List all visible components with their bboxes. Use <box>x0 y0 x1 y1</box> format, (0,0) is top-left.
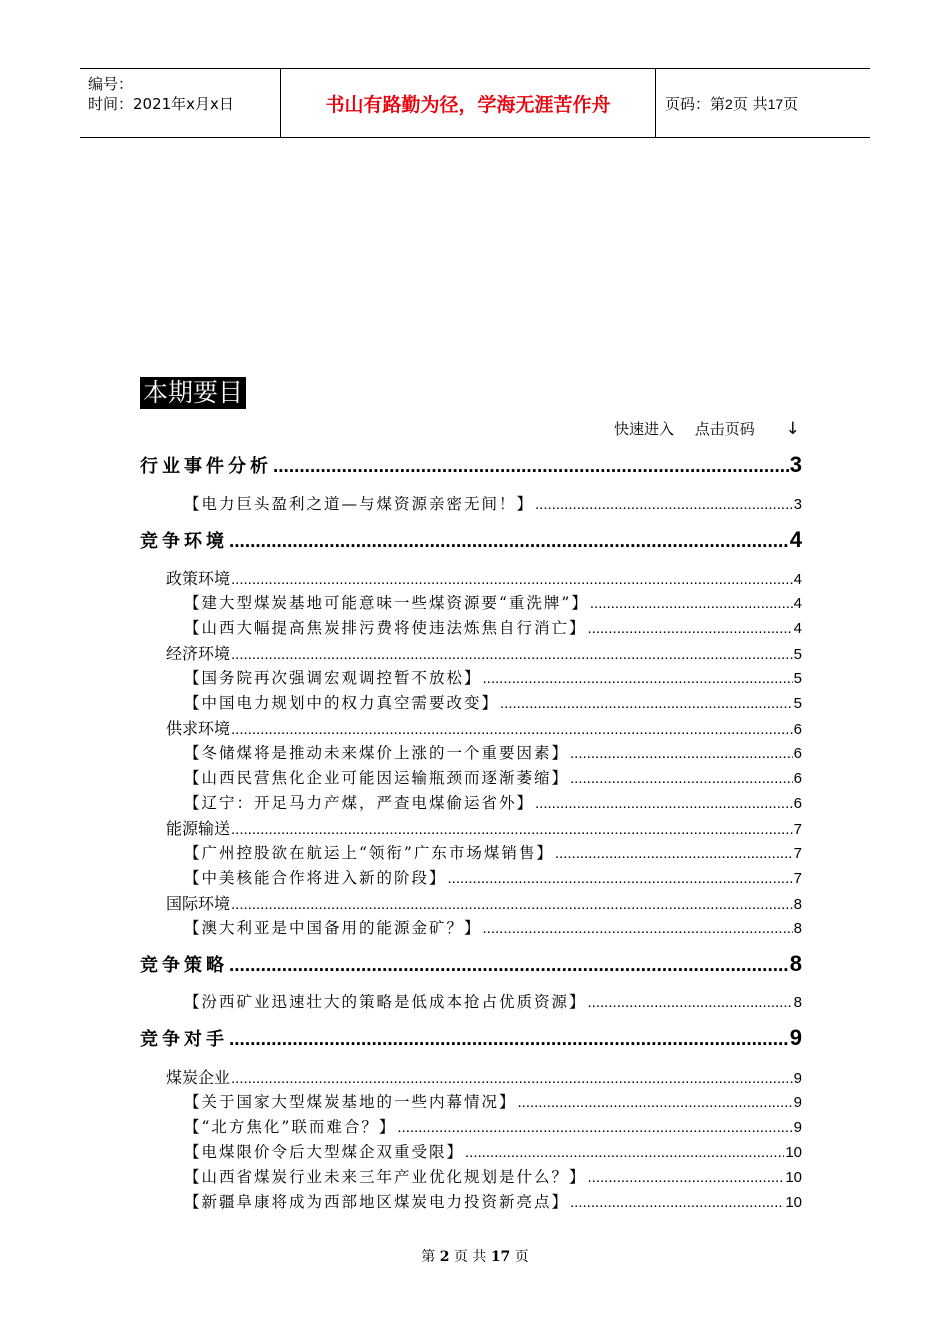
toc-page-number[interactable]: 3 <box>793 496 802 513</box>
toc-page-number[interactable]: 8 <box>793 896 802 913</box>
page-code-label: 页码：第 <box>665 94 726 113</box>
toc-entry-article[interactable]: 【建大型煤炭基地可能意味一些煤资源要“重洗牌”】 ..... 4 <box>184 591 802 613</box>
toc-entry-competitive-strategy[interactable]: 竞争策略 ..... 8 <box>140 951 802 975</box>
toc-entry-article[interactable]: 【冬储煤将是推动未来煤价上涨的一个重要因素】 ..... 6 <box>184 741 802 763</box>
toc-leader-dots <box>535 795 793 812</box>
toc-page-number[interactable]: 3 <box>789 452 802 477</box>
toc-leader-dots <box>231 821 793 838</box>
toc-entry-article[interactable]: 【关于国家大型煤炭基地的一些内幕情况】 ..... 9 <box>184 1090 802 1112</box>
toc-leader-dots <box>590 595 793 612</box>
toc-entry-supply-demand[interactable]: 供求环境 ..... 6 <box>166 716 802 738</box>
toc-page-number[interactable]: 4 <box>789 527 802 552</box>
footer-mid: 页 共 <box>453 1249 487 1265</box>
down-arrow-icon: ↓ <box>785 419 800 439</box>
toc-leader-dots <box>555 845 793 862</box>
toc-entry-article[interactable]: 【辽宁：开足马力产煤，严查电煤偷运省外】 ..... 6 <box>184 791 802 813</box>
hint-click-page: 点击页码 <box>694 420 755 438</box>
toc-entry-article[interactable]: 【山西大幅提高焦炭排污费将使违法炼焦自行消亡】 ..... 4 <box>184 616 802 638</box>
toc-leader-dots <box>465 1144 784 1161</box>
toc-leader-dots <box>570 745 793 762</box>
toc-entry-article[interactable]: 【中美核能合作将进入新的阶段】 ..... 7 <box>184 866 802 888</box>
header-motto: 书山有路勤为径，学海无涯苦作舟 <box>325 93 611 116</box>
toc-page-number[interactable]: 8 <box>793 920 802 937</box>
toc-page-number[interactable]: 5 <box>793 670 802 687</box>
footer-prefix: 第 <box>421 1249 436 1265</box>
toc-page-number[interactable]: 6 <box>793 721 802 738</box>
header-motto-cell <box>280 69 656 137</box>
toc-entry-article[interactable]: 【新疆阜康将成为西部地区煤炭电力投资新亮点】 ..... 10 <box>184 1190 802 1212</box>
toc-page-number[interactable]: 7 <box>793 821 802 838</box>
toc-leader-dots <box>229 955 789 977</box>
toc-leader-dots <box>570 1194 784 1211</box>
toc-entry-energy-transport[interactable]: 能源输送 ..... 7 <box>166 816 802 838</box>
page-code-current: 2 <box>725 95 733 112</box>
toc-leader-dots <box>588 994 793 1011</box>
toc-page-number[interactable]: 8 <box>789 951 802 976</box>
toc-entry-article[interactable]: 【广州控股欲在航运上“领衔”广东市场煤销售】 ..... 7 <box>184 841 802 863</box>
toc-leader-dots <box>483 670 793 687</box>
toc-page-number[interactable]: 10 <box>785 1144 802 1161</box>
toc-page-number[interactable]: 5 <box>793 646 802 663</box>
toc-leader-dots <box>588 1169 785 1186</box>
toc-leader-dots <box>397 1119 792 1136</box>
toc-page-number[interactable]: 9 <box>793 1119 802 1136</box>
page-code-mid: 页 共 <box>732 94 768 113</box>
toc-entry-policy-environment[interactable]: 政策环境 ..... 4 <box>166 566 802 588</box>
toc-page-number[interactable]: 10 <box>785 1169 802 1186</box>
toc-entry-international-environment[interactable]: 国际环境 ..... 8 <box>166 891 802 913</box>
toc-leader-dots <box>535 496 793 513</box>
toc-leader-dots <box>229 531 789 553</box>
toc-entry-industry-events[interactable]: 行业事件分析 ..... 3 <box>140 452 802 476</box>
footer-total: 17 <box>490 1249 511 1265</box>
toc-leader-dots <box>231 721 793 738</box>
toc-page-number[interactable]: 8 <box>793 994 802 1011</box>
toc-page-number[interactable]: 10 <box>785 1194 802 1211</box>
toc-leader-dots <box>231 571 793 588</box>
page-code-total: 17 <box>767 95 784 112</box>
toc-hint <box>614 418 800 439</box>
toc-page-number[interactable]: 6 <box>793 770 802 787</box>
toc-leader-dots <box>483 920 793 937</box>
header-page-cell <box>655 69 870 137</box>
hint-quick-enter: 快速进入 <box>614 420 675 438</box>
toc-page-number[interactable]: 9 <box>793 1094 802 1111</box>
toc-page-number[interactable]: 6 <box>793 795 802 812</box>
document-code-label: 编号： <box>88 75 134 93</box>
toc-page-number[interactable]: 4 <box>793 620 802 637</box>
toc-page-number[interactable]: 9 <box>793 1070 802 1087</box>
page-footer <box>0 1246 950 1266</box>
toc-title: 本期要目 <box>140 377 246 409</box>
toc-entry-article[interactable]: 【澳大利亚是中国备用的能源金矿？】 ..... 8 <box>184 916 802 938</box>
footer-page: 2 <box>439 1249 450 1265</box>
toc-page-number[interactable]: 7 <box>793 870 802 887</box>
page-header <box>80 68 870 138</box>
footer-suffix: 页 <box>514 1249 529 1265</box>
toc-page-number[interactable]: 4 <box>793 571 802 588</box>
toc-leader-dots <box>570 770 793 787</box>
toc-leader-dots <box>500 695 793 712</box>
toc-entry-article[interactable]: 【汾西矿业迅速壮大的策略是低成本抢占优质资源】 ..... 8 <box>184 990 802 1012</box>
toc-entry-article[interactable]: 【“北方焦化”联而难合？】 ..... 9 <box>184 1115 802 1137</box>
toc-leader-dots <box>231 896 793 913</box>
document-time-label: 时间：2021年x月x日 <box>88 95 234 113</box>
toc-entry-coal-enterprises[interactable]: 煤炭企业 ..... 9 <box>166 1065 802 1087</box>
toc-entry-economic-environment[interactable]: 经济环境 ..... 5 <box>166 641 802 663</box>
page-code-end: 页 <box>783 94 799 113</box>
toc-leader-dots <box>229 1029 789 1051</box>
toc-entry-competitors[interactable]: 竞争对手 ..... 9 <box>140 1025 802 1049</box>
toc-leader-dots <box>518 1094 793 1111</box>
header-page-code <box>665 93 798 114</box>
toc-page-number[interactable]: 9 <box>789 1025 802 1050</box>
toc-entry-competitive-environment[interactable]: 竞争环境 ..... 4 <box>140 527 802 551</box>
toc-leader-dots <box>448 870 793 887</box>
toc-entry-article[interactable]: 【中国电力规划中的权力真空需要改变】 ..... 5 <box>184 691 802 713</box>
toc-entry-article[interactable]: 【山西省煤炭行业未来三年产业优化规划是什么？】 ..... 10 <box>184 1165 802 1187</box>
toc-page-number[interactable]: 5 <box>793 695 802 712</box>
toc-entry-article[interactable]: 【国务院再次强调宏观调控暂不放松】 ..... 5 <box>184 666 802 688</box>
toc-leader-dots <box>588 620 793 637</box>
toc-leader-dots <box>231 646 793 663</box>
toc-entry-article[interactable]: 【电煤限价令后大型煤企双重受限】 ..... 10 <box>184 1140 802 1162</box>
toc-page-number[interactable]: 6 <box>793 745 802 762</box>
toc-leader-dots <box>273 456 789 478</box>
header-left-cell <box>80 69 280 137</box>
toc-entry-article[interactable]: 【山西民营焦化企业可能因运输瓶颈而逐渐萎缩】 ..... 6 <box>184 766 802 788</box>
toc-entry-article[interactable]: 【电力巨头盈利之道—与煤资源亲密无间！】 ..... 3 <box>184 492 802 514</box>
toc-page-number[interactable]: 4 <box>793 595 802 612</box>
toc-page-number[interactable]: 7 <box>793 845 802 862</box>
toc-leader-dots <box>231 1070 793 1087</box>
